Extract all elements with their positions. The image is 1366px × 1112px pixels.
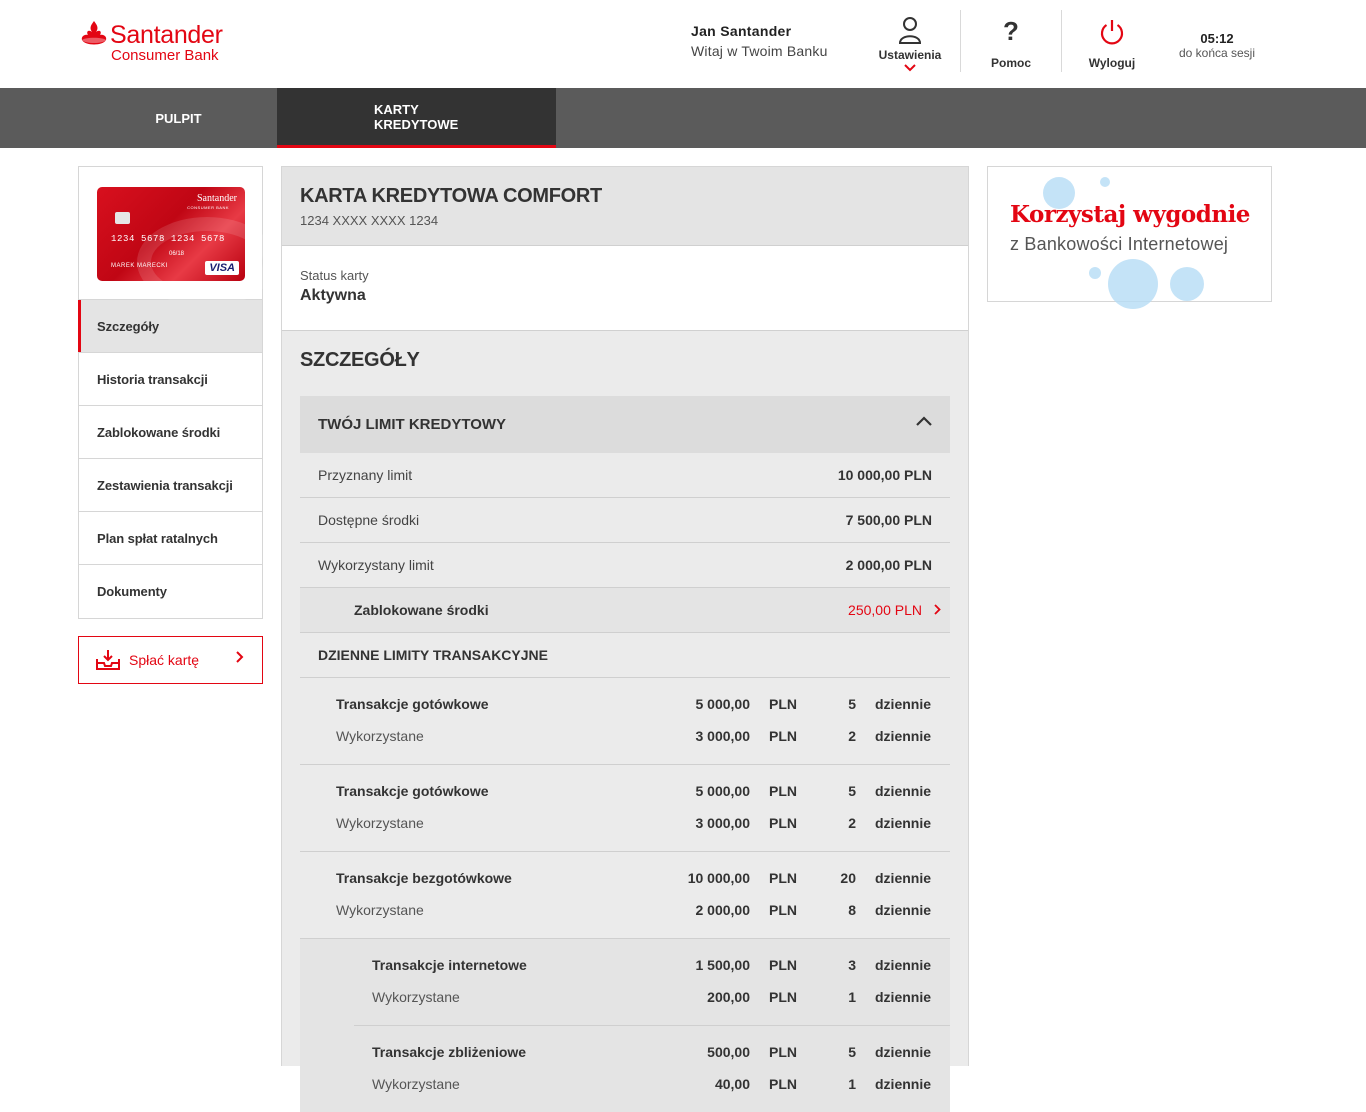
row-label: Zablokowane środki [354, 602, 489, 618]
header-separator [1061, 10, 1062, 72]
chevron-right-icon [236, 651, 244, 663]
brand-sub: Consumer Bank [111, 47, 219, 64]
used-per: dziennie [875, 902, 932, 918]
used-currency: PLN [769, 728, 797, 744]
card-holder: MAREK MARECKI [111, 263, 168, 269]
bubble-decoration [1108, 259, 1158, 309]
used-currency: PLN [769, 815, 797, 831]
sub-limits [300, 939, 950, 1112]
used-amount: 2 000,00 [695, 902, 750, 918]
sidebar [78, 166, 263, 619]
used-label: Wykorzystane [336, 902, 424, 918]
status-label: Status karty [300, 268, 369, 283]
used-count: 1 [848, 1076, 856, 1092]
sub-limit-group [354, 1026, 950, 1112]
used-amount: 40,00 [714, 1076, 750, 1092]
user-icon [898, 16, 922, 44]
chip-icon [115, 212, 130, 224]
sidebar-item-zablokowane[interactable]: Zablokowane środki [79, 406, 262, 459]
sidebar-item-szczegoly[interactable]: Szczegóły [79, 300, 262, 353]
used-per: dziennie [875, 815, 932, 831]
chevron-right-icon [934, 604, 941, 615]
chevron-down-icon [904, 64, 916, 71]
visa-logo: VISA [205, 261, 239, 275]
santander-logo[interactable] [80, 18, 240, 68]
payment-tray-icon [95, 649, 121, 671]
limit-amount: 5 000,00 [695, 696, 750, 712]
limit-name: Transakcje gotówkowe [336, 783, 489, 799]
chevron-up-icon[interactable] [916, 416, 932, 426]
card-details-panel [281, 166, 969, 1092]
limit-amount: 10 000,00 [687, 870, 750, 886]
limit-currency: PLN [769, 696, 797, 712]
sub-limit-group [354, 939, 950, 1026]
limit-count: 3 [848, 957, 856, 973]
used-count: 1 [848, 989, 856, 1005]
card-number: 1234 XXXX XXXX 1234 [300, 213, 439, 228]
limit-per: dziennie [875, 783, 932, 799]
limit-amount: 1 500,00 [695, 957, 750, 973]
limit-name: Transakcje internetowe [372, 957, 527, 973]
tab-karty-label-2: KREDYTOWE [374, 116, 459, 132]
page-title: KARTA KREDYTOWA COMFORT [300, 185, 602, 207]
settings-button[interactable] [872, 10, 948, 72]
power-icon [1098, 18, 1126, 46]
used-count: 8 [848, 902, 856, 918]
user-name: Jan Santander [691, 23, 792, 39]
row-label: Wykorzystany limit [318, 557, 434, 573]
used-currency: PLN [769, 902, 797, 918]
credit-limit-title: TWÓJ LIMIT KREDYTOWY [318, 416, 507, 433]
brand-name: Santander [110, 21, 223, 49]
used-line [300, 720, 950, 752]
header-separator [960, 10, 961, 72]
bubble-decoration [1170, 267, 1204, 301]
sidebar-item-historia[interactable]: Historia transakcji [79, 353, 262, 406]
limit-currency: PLN [769, 783, 797, 799]
limit-per: dziennie [875, 1044, 932, 1060]
pay-card-label: Spłać kartę [129, 652, 200, 668]
limit-count: 5 [848, 783, 856, 799]
used-line [354, 981, 950, 1013]
card-brand-sub: CONSUMER BANK [187, 205, 229, 210]
limit-group [300, 678, 950, 765]
tab-karty-label-1: KARTY [374, 101, 419, 117]
used-amount: 3 000,00 [695, 815, 750, 831]
pay-card-button[interactable] [78, 636, 263, 684]
limit-name: Transakcje gotówkowe [336, 696, 489, 712]
flame-icon [80, 20, 108, 48]
card-status [282, 246, 968, 331]
row-available-funds [300, 498, 950, 543]
used-label: Wykorzystane [372, 1076, 460, 1092]
user-info [691, 22, 828, 59]
banner-headline: Korzystaj wygodnie [1010, 201, 1250, 228]
limit-count: 5 [848, 696, 856, 712]
limit-line [300, 775, 950, 807]
used-line [300, 894, 950, 926]
banner-subline: z Bankowości Internetowej [1010, 234, 1229, 254]
card-number-print: 1234 5678 1234 5678 [111, 234, 226, 244]
used-amount: 3 000,00 [695, 728, 750, 744]
row-used-limit [300, 543, 950, 588]
settings-label: Ustawienia [878, 48, 942, 62]
used-per: dziennie [875, 728, 932, 744]
sidebar-item-dokumenty[interactable]: Dokumenty [97, 584, 167, 599]
main-nav [0, 88, 1366, 148]
help-button[interactable] [972, 16, 1050, 78]
sidebar-item-plan-splat[interactable]: Plan spłat ratalnych [79, 512, 262, 565]
used-per: dziennie [875, 1076, 932, 1092]
sidebar-item-zestawienia[interactable]: Zestawienia transakcji [79, 459, 262, 512]
tab-pulpit-label: PULPIT [155, 110, 202, 126]
session-text: do końca sesji [1178, 46, 1256, 60]
limit-line [300, 688, 950, 720]
used-line [300, 807, 950, 839]
card-brand: Santander [197, 193, 237, 204]
limit-per: dziennie [875, 696, 932, 712]
used-line [354, 1068, 950, 1100]
used-currency: PLN [769, 989, 797, 1005]
session-time: 05:12 [1200, 31, 1234, 46]
session-timer [1172, 31, 1262, 60]
row-label: Przyznany limit [318, 467, 413, 483]
row-label: Dostępne środki [318, 512, 420, 528]
row-value: 2 000,00 PLN [845, 557, 932, 573]
row-granted-limit [300, 453, 950, 498]
used-label: Wykorzystane [372, 989, 460, 1005]
logout-label: Wyloguj [1088, 56, 1136, 70]
credit-limit-header[interactable] [300, 396, 950, 453]
limit-amount: 5 000,00 [695, 783, 750, 799]
used-label: Wykorzystane [336, 728, 424, 744]
limit-name: Transakcje zbliżeniowe [372, 1044, 527, 1060]
daily-limits-title: DZIENNE LIMITY TRANSAKCYJNE [300, 633, 950, 678]
limit-group [300, 765, 950, 852]
credit-limit-box [300, 396, 950, 1112]
limit-currency: PLN [769, 870, 797, 886]
limit-per: dziennie [875, 957, 932, 973]
bubble-decoration [1100, 177, 1110, 187]
logout-button[interactable] [1073, 16, 1151, 78]
card-header [282, 167, 968, 246]
credit-card-image [97, 187, 245, 281]
header [0, 0, 1366, 88]
used-count: 2 [848, 728, 856, 744]
used-currency: PLN [769, 1076, 797, 1092]
tab-pulpit[interactable] [80, 88, 277, 148]
limit-count: 5 [848, 1044, 856, 1060]
limit-count: 20 [840, 870, 856, 886]
card-image-wrap [79, 167, 262, 300]
row-value: 7 500,00 PLN [845, 512, 932, 528]
help-label: Pomoc [990, 56, 1031, 70]
limit-line [354, 949, 950, 981]
limit-line [300, 862, 950, 894]
used-label: Wykorzystane [336, 815, 424, 831]
limit-currency: PLN [769, 1044, 797, 1060]
promo-banner[interactable] [987, 166, 1272, 302]
used-amount: 200,00 [707, 989, 750, 1005]
status-value: Aktywna [300, 287, 366, 304]
limit-line [354, 1036, 950, 1068]
limit-amount: 500,00 [707, 1044, 750, 1060]
used-count: 2 [848, 815, 856, 831]
row-value: 10 000,00 PLN [837, 467, 932, 483]
used-per: dziennie [875, 989, 932, 1005]
card-expiry: 06/18 [169, 251, 185, 257]
bubble-decoration [1089, 267, 1101, 279]
tab-karty-kredytowe[interactable] [277, 88, 556, 148]
question-icon: ? [1003, 16, 1019, 46]
limit-currency: PLN [769, 957, 797, 973]
limit-group [300, 852, 950, 939]
limit-per: dziennie [875, 870, 932, 886]
details-title: SZCZEGÓŁY [300, 349, 420, 371]
row-value: 250,00 PLN [848, 602, 922, 618]
limit-name: Transakcje bezgotówkowe [336, 870, 512, 886]
greeting: Witaj w Twoim Banku [691, 43, 828, 59]
row-blocked-funds[interactable] [300, 588, 950, 633]
